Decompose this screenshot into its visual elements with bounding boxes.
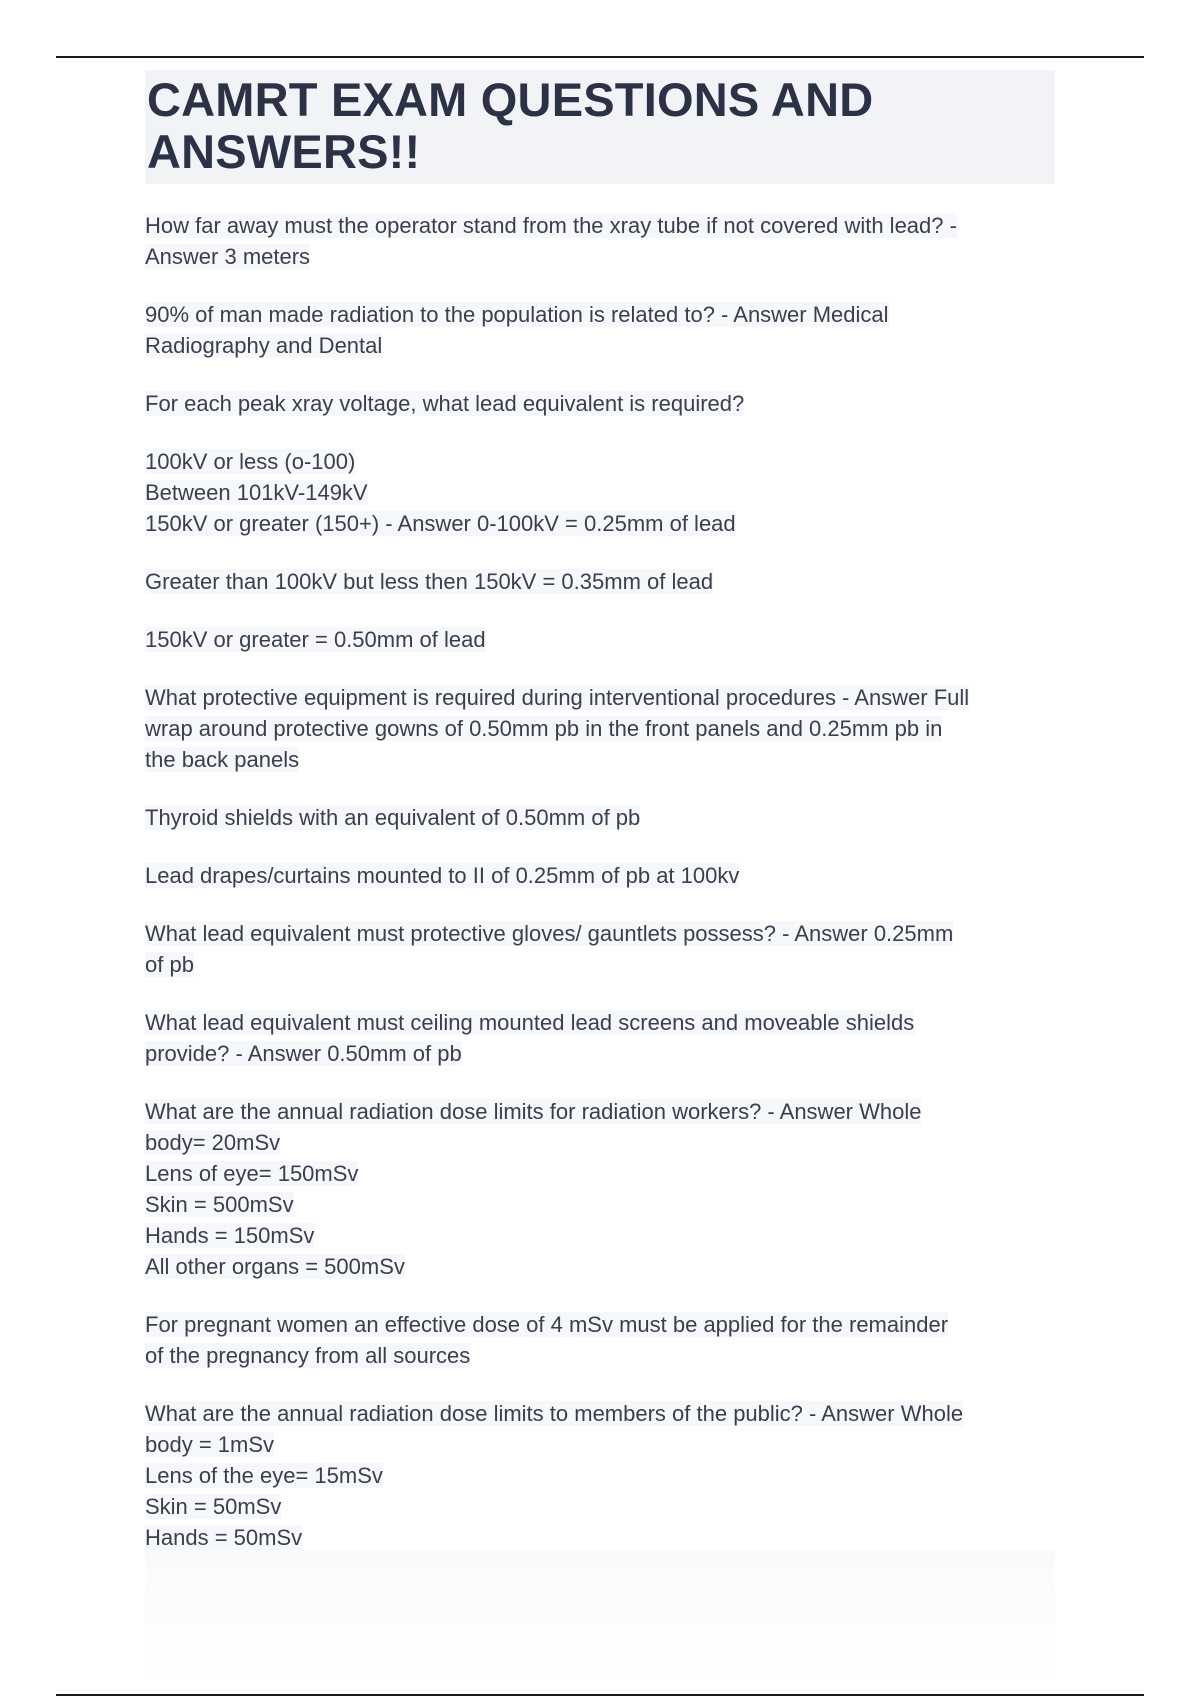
qa-line-wrap [145,1400,1055,1431]
qa-line: What protective equipment is required during interventional procedures - Answer Full [145,685,970,710]
qa-block [145,626,1055,657]
qa-line-wrap [145,1431,1055,1462]
qa-block [145,804,1055,835]
qa-block [145,301,1055,363]
qa-line-wrap [145,626,1055,657]
qa-line-wrap [145,1040,1055,1071]
document-page [145,70,1055,1671]
qa-line-wrap [145,212,1055,243]
qa-line: body= 20mSv [145,1130,281,1155]
qa-line-wrap [145,1462,1055,1493]
qa-line-wrap [145,448,1055,479]
qa-line: 150kV or greater (150+) - Answer 0-100kV = 0.25mm of lead [145,511,736,536]
qa-line: Lens of eye= 150mSv [145,1161,359,1186]
qa-line-wrap [145,332,1055,363]
qa-line: of the pregnancy from all sources [145,1343,471,1368]
qa-line: Radiography and Dental [145,333,383,358]
qa-line-wrap [145,243,1055,274]
qa-line: 100kV or less (o-100) [145,449,356,474]
qa-block [145,684,1055,777]
qa-line: provide? - Answer 0.50mm of pb [145,1041,462,1066]
qa-block [145,568,1055,599]
qa-line: For pregnant women an effective dose of 4 mSv must be applied for the remainder [145,1312,949,1337]
qa-line-wrap [145,1493,1055,1524]
qa-line: Lead drapes/curtains mounted to II of 0.25mm of pb at 100kv [145,863,740,888]
qa-line: 90% of man made radiation to the population is related to? - Answer Medical [145,302,889,327]
qa-block [145,1311,1055,1373]
qa-line-wrap [145,920,1055,951]
qa-line-wrap [145,390,1055,421]
qa-block [145,1009,1055,1071]
qa-line-wrap [145,1098,1055,1129]
qa-block [145,390,1055,421]
qa-line: For each peak xray voltage, what lead equivalent is required? [145,391,745,416]
qa-line: What lead equivalent must ceiling mounted lead screens and moveable shields [145,1010,915,1035]
qa-block [145,1098,1055,1284]
qa-line: Skin = 50mSv [145,1494,282,1519]
qa-line: How far away must the operator stand from the xray tube if not covered with lead? - [145,213,957,238]
qa-line: body = 1mSv [145,1432,275,1457]
qa-line: What are the annual radiation dose limits to members of the public? - Answer Whole [145,1401,964,1426]
qa-line: Greater than 100kV but less then 150kV = 0.35mm of lead [145,569,714,594]
qa-line: All other organs = 500mSv [145,1254,405,1279]
qa-line: What lead equivalent must protective gloves/ gauntlets possess? - Answer 0.25mm [145,921,954,946]
qa-block [145,448,1055,541]
qa-line-wrap [145,510,1055,541]
qa-line-wrap [145,715,1055,746]
qa-line-wrap [145,951,1055,982]
qa-line: Answer 3 meters [145,244,311,269]
qa-block [145,862,1055,893]
qa-line-wrap [145,862,1055,893]
qa-line-wrap [145,1009,1055,1040]
qa-line-wrap [145,1342,1055,1373]
qa-line-wrap [145,1222,1055,1253]
qa-list [145,212,1055,1644]
qa-line-wrap [145,1191,1055,1222]
qa-line-wrap [145,301,1055,332]
page-footer-space [145,1550,1055,1690]
qa-line: wrap around protective gowns of 0.50mm pb in the front panels and 0.25mm pb in [145,716,943,741]
bottom-rule [56,1694,1144,1696]
qa-line-wrap [145,568,1055,599]
qa-block [145,212,1055,274]
qa-line: Lens of the eye= 15mSv [145,1463,383,1488]
qa-line: Hands = 150mSv [145,1223,315,1248]
qa-line: 150kV or greater = 0.50mm of lead [145,627,486,652]
document-title: CAMRT EXAM QUESTIONS AND ANSWERS!! [145,70,1055,184]
qa-block [145,920,1055,982]
qa-line-wrap [145,479,1055,510]
qa-line-wrap [145,1311,1055,1342]
qa-line-wrap [145,746,1055,777]
qa-line-wrap [145,804,1055,835]
qa-line: Thyroid shields with an equivalent of 0.50mm of pb [145,805,641,830]
top-rule [56,56,1144,58]
qa-line: the back panels [145,747,300,772]
qa-line-wrap [145,1253,1055,1284]
qa-line: Between 101kV-149kV [145,480,368,505]
qa-line: Skin = 500mSv [145,1192,294,1217]
qa-line-wrap [145,684,1055,715]
qa-line: Hands = 50mSv [145,1525,303,1550]
qa-line-wrap [145,1160,1055,1191]
qa-line-wrap [145,1129,1055,1160]
qa-line: of pb [145,952,194,977]
qa-line: What are the annual radiation dose limits for radiation workers? - Answer Whole [145,1099,922,1124]
